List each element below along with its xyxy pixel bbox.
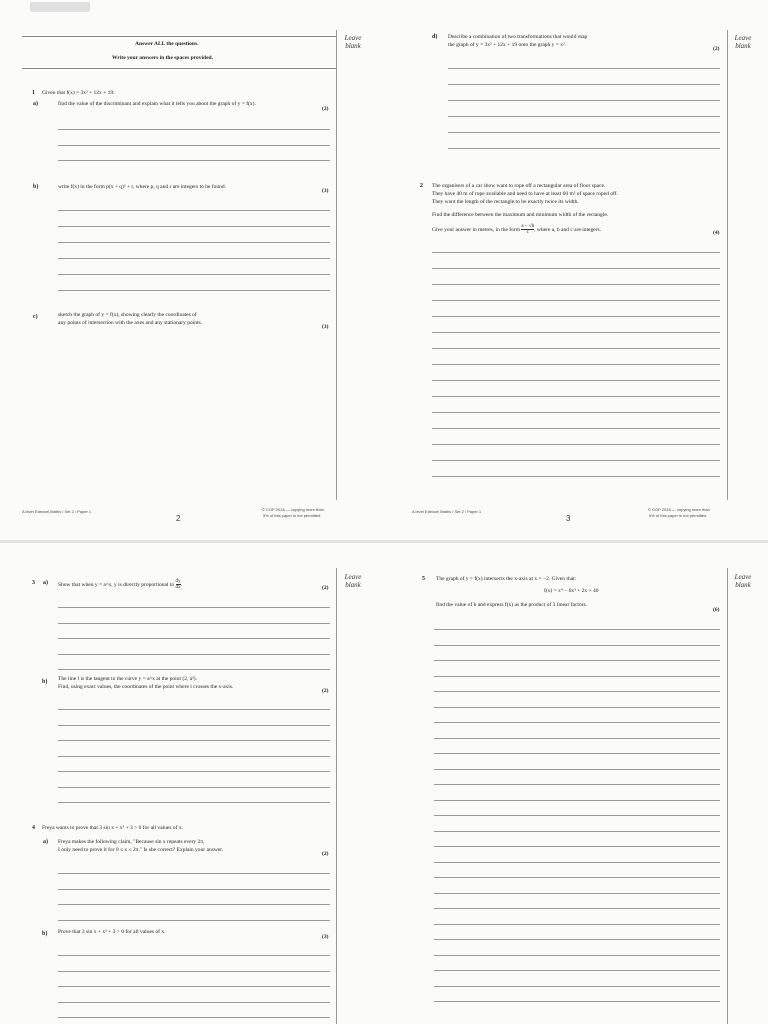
q2-answer-form: Give your answer in metres, in the form — [432, 226, 520, 233]
question-text: any points of intersection with the axes and any stationary points. — [58, 320, 203, 326]
question-text — [432, 224, 601, 235]
footer-right: 5% of this paper is not permitted — [649, 513, 707, 518]
leave-blank-label: Leave blank — [344, 573, 362, 589]
question-text: The organisers of a car show want to rope off a rectangular area of floor space. — [432, 183, 606, 189]
answer-lines[interactable] — [58, 955, 330, 1024]
marks: (2) — [322, 106, 329, 112]
page-number: 2 — [176, 514, 181, 523]
answer-lines[interactable] — [448, 68, 720, 164]
footer-right: 5% of this paper is not permitted — [263, 513, 321, 518]
page-5 — [384, 543, 768, 1024]
answer-lines[interactable] — [432, 252, 720, 492]
leave-blank-label: Leave blank — [344, 34, 362, 50]
question-text: The line l is the tangent to the curve y = a^x at the point (2, a²). — [58, 676, 197, 682]
fraction-numerator: dy — [175, 579, 181, 584]
q3a-period: . — [180, 581, 182, 588]
leave-blank-label: Leave blank — [734, 573, 752, 589]
marks: (2) — [322, 585, 329, 591]
fraction-denominator: c — [526, 230, 529, 235]
footer-right: © CGP 2018 — copying more than — [648, 507, 710, 512]
question-text: the graph of y = 3x² + 12x + 19 onto the graph y = x². — [448, 42, 567, 48]
answer-lines[interactable] — [58, 873, 330, 935]
question-stem: Freya wants to prove that 3 sin x + x² + 3 > 0 for all values of x. — [42, 825, 183, 831]
part-label: b) — [42, 931, 48, 937]
marks: (3) — [322, 188, 329, 194]
answer-lines[interactable] — [434, 629, 720, 1017]
marks: (3) — [322, 324, 329, 330]
question-text: Find the difference between the maximum and minimum width of the rectangle. — [432, 212, 609, 218]
marks: (2) — [322, 688, 329, 694]
page-2 — [0, 0, 385, 540]
equation: f(x) = x⁴ − 6x³ + 2x + 40 — [544, 588, 599, 594]
question-text: Freya makes the following claim, "Because sin x repeats every 2π, — [58, 839, 205, 845]
footer-left: A level Edexcel Maths / Set 2 / Paper 1 — [412, 509, 482, 514]
page-4 — [0, 543, 385, 1024]
question-text: They want the length of the rectangle to be exactly twice its width. — [432, 199, 579, 205]
page-number: 3 — [566, 514, 571, 523]
question-text: I only need to prove it for 0 ≤ x ≤ 2π." Is she correct? Explain your answer. — [58, 847, 224, 853]
question-text: The graph of y = f(x) intersects the x-axis at x = −2. Given that: — [436, 576, 577, 582]
question-text: write f(x) in the form p(x + q)² + r, where p, q and r are integers to be found. — [58, 184, 226, 190]
part-label: b) — [33, 184, 39, 190]
header-rule — [22, 36, 336, 37]
q3a-text: Show that when y = a^x, y is directly proportional to — [58, 581, 175, 588]
question-number: 4 — [32, 825, 35, 831]
q2-answer-form-end: , where a, b and c are integers. — [534, 226, 602, 233]
instructions-2: Write your answers in the spaces provided. — [112, 55, 213, 61]
fraction-numerator: a − √b — [521, 224, 535, 229]
part-label: b) — [42, 679, 48, 685]
marks: (4) — [713, 230, 720, 236]
question-stem: Given that f(x) = 3x² + 12x + 19: — [42, 90, 115, 96]
scan-smudge — [30, 2, 90, 12]
margin-line — [336, 568, 337, 1024]
answer-lines[interactable] — [58, 607, 330, 685]
part-label: a) — [43, 839, 48, 845]
question-number: 5 — [422, 576, 425, 582]
footer-right: © CGP 2018 — copying more than — [262, 507, 324, 512]
question-number: 1 — [32, 90, 35, 96]
question-text — [58, 579, 182, 590]
question-text: Prove that 3 sin x + x² + 3 > 0 for all values of x. — [58, 929, 166, 935]
question-text: find the value of the discriminant and explain what it tells you about the graph of y = f(x). — [58, 101, 256, 107]
part-label: d) — [432, 34, 438, 40]
page-3 — [384, 0, 768, 540]
question-text: Find, using exact values, the coordinates of the point where l crosses the x-axis. — [58, 684, 234, 690]
question-text: sketch the graph of y = f(x), showing clearly the coordinates of — [58, 312, 197, 318]
marks: (2) — [322, 851, 329, 857]
fraction-denominator: dx — [175, 585, 181, 590]
question-text: Describe a combination of two transformations that would map — [448, 34, 588, 40]
fraction — [521, 224, 534, 235]
question-text: find the value of b and express f(x) as the product of 3 linear factors. — [436, 602, 588, 608]
question-number: 3 — [32, 580, 35, 586]
answer-lines[interactable] — [58, 129, 330, 176]
marks: (2) — [713, 46, 720, 52]
margin-line — [727, 30, 728, 500]
footer-left: A level Edexcel Maths / Set 2 / Paper 1 — [22, 509, 92, 514]
part-label: a) — [43, 580, 48, 586]
answer-lines[interactable] — [58, 709, 330, 818]
part-label: c) — [33, 314, 38, 320]
instructions: Answer ALL the questions. — [135, 41, 199, 47]
question-text: They have 40 m of rope available and need to have at least 60 m² of space roped off. — [432, 191, 618, 197]
part-label: a) — [33, 101, 38, 107]
marks: (3) — [322, 934, 329, 940]
leave-blank-label: Leave blank — [734, 34, 752, 50]
header-rule — [22, 68, 336, 69]
answer-lines[interactable] — [58, 210, 330, 306]
question-number: 2 — [420, 183, 423, 189]
marks: (6) — [713, 607, 720, 613]
margin-line — [336, 30, 337, 500]
margin-line — [727, 568, 728, 1024]
